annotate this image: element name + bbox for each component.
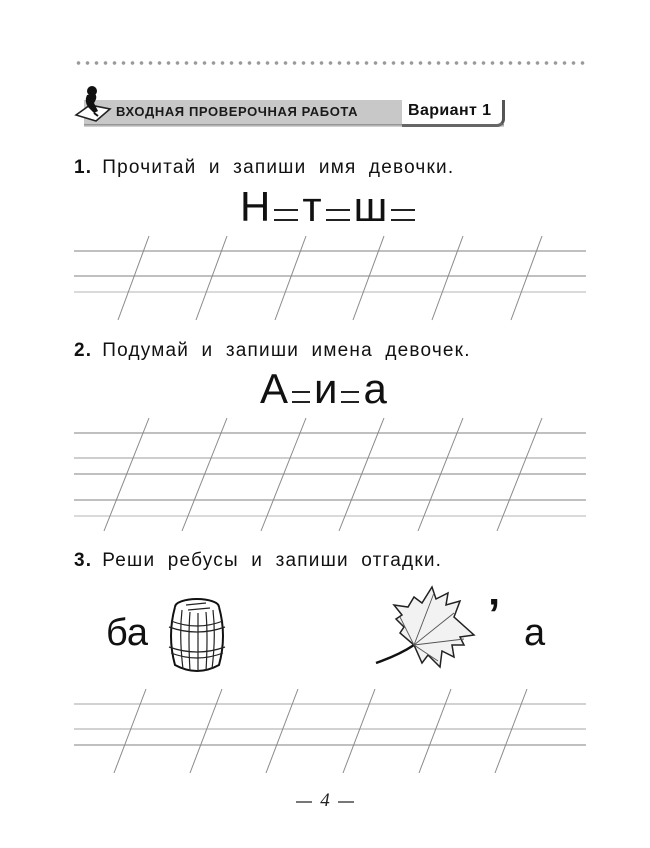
letter: Н <box>240 183 271 230</box>
header-banner <box>74 99 506 125</box>
task-number: 2. <box>74 340 93 361</box>
dotted-rule <box>74 60 588 66</box>
banner-title: ВХОДНАЯ ПРОВЕРОЧНАЯ РАБОТА <box>116 104 359 119</box>
dash-left <box>296 801 312 803</box>
page-number <box>270 790 380 812</box>
task-3-instruction <box>74 550 442 572</box>
letter: т <box>302 183 322 230</box>
missing-letter-gap[interactable] <box>339 381 361 403</box>
rebus-2-comma-mark: ’ <box>488 590 501 639</box>
task-text: Прочитай и запиши имя девочки. <box>102 157 455 178</box>
pen-writing-icon <box>74 85 114 125</box>
missing-letter-gap[interactable] <box>272 199 300 221</box>
maple-leaf-icon <box>374 583 482 669</box>
task-2-writing-area[interactable] <box>0 410 650 540</box>
rebus-1-prefix: ба <box>106 612 149 654</box>
task-1-instruction <box>74 157 454 179</box>
letter: а <box>363 365 387 412</box>
variant-label: Вариант 1 <box>408 102 492 119</box>
task-number: 3. <box>74 550 93 571</box>
task-1-writing-area[interactable] <box>0 230 650 325</box>
barrel-icon <box>166 597 228 675</box>
missing-letter-gap[interactable] <box>389 199 417 221</box>
task-3-writing-area[interactable] <box>0 684 650 779</box>
page-number-value: 4 <box>320 790 330 811</box>
task-2-puzzle-word <box>260 365 387 413</box>
task-number: 1. <box>74 157 93 178</box>
task-text: Реши ребусы и запиши отгадки. <box>102 550 443 571</box>
missing-letter-gap[interactable] <box>290 381 312 403</box>
rebus-2-suffix: а <box>524 612 546 654</box>
missing-letter-gap[interactable] <box>324 199 352 221</box>
letter: А <box>260 365 289 412</box>
task-text: Подумай и запиши имена девочек. <box>102 340 471 361</box>
task-1-puzzle-word <box>240 183 419 231</box>
letter: и <box>314 365 338 412</box>
task-2-instruction <box>74 340 471 362</box>
dash-right <box>338 801 354 803</box>
letter: ш <box>353 183 388 230</box>
